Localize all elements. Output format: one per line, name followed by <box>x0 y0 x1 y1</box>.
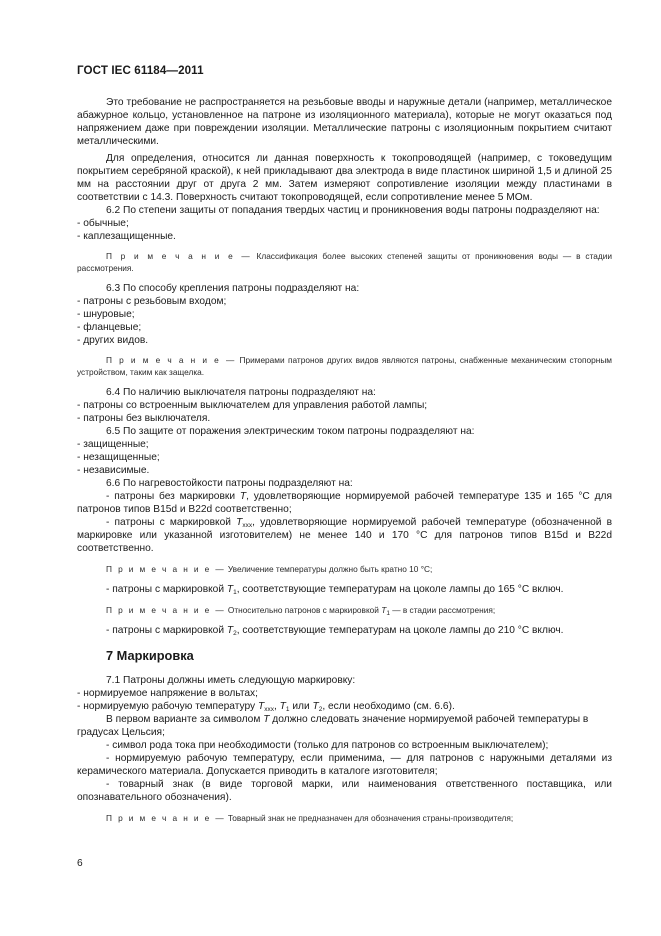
note-6-2 <box>77 250 612 274</box>
note-6-3 <box>77 354 612 378</box>
note-temperature-step <box>77 563 612 575</box>
note-text: Увеличение температуры должно быть кратно 10 °С; <box>227 564 433 574</box>
list-item: - независимые. <box>77 465 150 476</box>
list-item: - защищенные; <box>77 439 149 450</box>
clause-6-4: 6.4 По наличию выключателя патроны подразделяют на: <box>106 387 376 398</box>
note-label: П р и м е ч а н и е — <box>106 564 226 574</box>
list-item-marking-t1: - патроны с маркировкой $T_1$, соответствующие температурам на цоколе лампы до 165 °С включ. <box>106 584 564 596</box>
note-label: П р и м е ч а н и е — <box>106 813 226 823</box>
list-item-marking-t2: - патроны с маркировкой $T_2$, соответствующие температурам на цоколе лампы до 210 °С включ. <box>106 625 564 637</box>
clause-6-2: 6.2 По степени защиты от попадания твердых частиц и проникновения воды патроны подразделяют на: <box>106 205 600 216</box>
list-item: - других видов. <box>77 335 149 346</box>
list-item: - патроны без выключателя. <box>77 413 211 424</box>
list-item: - каплезащищенные. <box>77 231 176 242</box>
page-body <box>77 96 612 824</box>
paragraph-metal-ring: Это требование не распространяется на резьбовые вводы и наружные детали (например, металлическое абажурное кольцо, установленное на патроне из изоляционного материала), которые не могут оказаться под напряжением даже при повреждении изоляции. Металлические патроны с изоляционным покрытием считают металлическими. <box>77 97 612 147</box>
list-item: - шнуровые; <box>77 309 135 320</box>
note-text: Товарный знак не предназначен для обозначения страны-производителя; <box>227 813 514 823</box>
paragraph-first-variant: В первом варианте за символом T должно следовать значение нормируемой рабочей температуры в градусах Цельсия; <box>77 714 589 738</box>
list-item: - товарный знак (в виде торговой марки, или наименования ответственного поставщика, или опознавательного обозначения). <box>77 779 612 803</box>
list-item: - обычные; <box>77 218 129 229</box>
note-text: Классификация более высоких степеней защиты от проникновения воды — в стадии рассмотрения. <box>77 251 613 273</box>
note-label: П р и м е ч а н и е — <box>106 355 237 365</box>
list-item-no-marking: - патроны без маркировки T, удовлетворяющие нормируемой рабочей температуре 135 и 165 °С для патронов типов B15d и B22d соответственно; <box>77 491 612 515</box>
clause-6-3: 6.3 По способу крепления патроны подразделяют на: <box>106 283 360 294</box>
note-label: П р и м е ч а н и е — <box>106 251 252 261</box>
list-item-marking-txxx: - патроны с маркировкой $T_{xxx}$, удовлетворяющие нормируемой рабочей температуре (обозначенной в маркировке или указанной изготовителем) не менее 140 и 170 °С для патронов типов B15d и B22d соответственно. <box>77 517 612 554</box>
list-item: - фланцевые; <box>77 322 142 333</box>
clause-6-5: 6.5 По защите от поражения электрическим током патроны подразделяют на: <box>106 426 475 437</box>
clause-7-1: 7.1 Патроны должны иметь следующую маркировку: <box>106 675 356 686</box>
clause-6-6: 6.6 По нагревостойкости патроны подразделяют на: <box>106 478 353 489</box>
list-item: - нормируемую рабочую температуру, если применима, — для патронов с наружными деталями из керамического материала. Допускается приводить в каталоге изготовителя; <box>77 753 612 777</box>
list-item: - патроны с резьбовым входом; <box>77 296 227 307</box>
list-item: - патроны со встроенным выключателем для управления работой лампы; <box>77 400 428 411</box>
note-t1: П р и м е ч а н и е — Относительно патронов с маркировкой $T_1$ — в стадии рассмотрения; <box>106 605 496 617</box>
page-number: 6 <box>77 858 83 869</box>
list-item-rated-temperature: - нормируемую рабочую температуру $T_{xxx}$, $T_1$ или $T_2$, если необходимо (см. 6.6). <box>77 701 455 713</box>
paragraph-conductive-surface: Для определения, относится ли данная поверхность к токопроводящей (например, с токоведущим покрытием серебряной краской), к ней прикладывают два электрода в виде пластинок шириной 1,5 и длиной 25 мм на расстоянии друг от друга 2 мм. Затем измеряют сопротивление изоляции между пластинами в соответствии с 14.3. Поверхность считают токопроводящей, если сопротивление менее 5 МОм. <box>77 153 612 203</box>
list-item: - символ рода тока при необходимости (только для патронов со встроенным выключателем); <box>106 740 549 751</box>
note-trademark <box>77 812 612 824</box>
note-text: Примерами патронов других видов являются патроны, снабженные механическим стопорным устройством, таким как защелка. <box>77 355 612 377</box>
document-header: ГОСТ IEC 61184—2011 <box>77 64 204 77</box>
section-title: 7 Маркировка <box>106 648 194 663</box>
note-label: П р и м е ч а н и е — <box>106 605 226 615</box>
list-item: - нормируемое напряжение в вольтах; <box>77 688 258 699</box>
list-item: - незащищенные; <box>77 452 160 463</box>
